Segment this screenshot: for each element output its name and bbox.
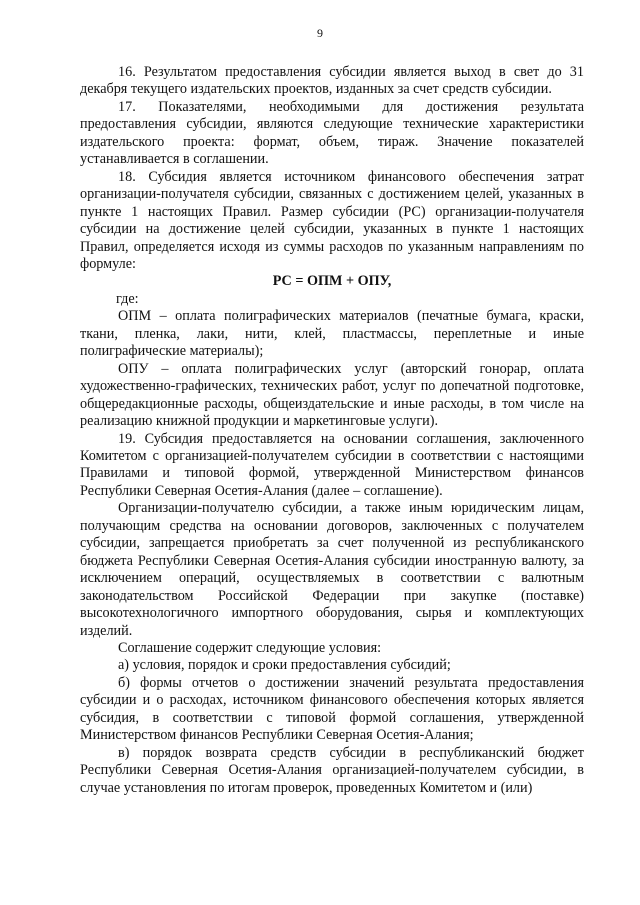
paragraph-currency-restriction: Организации-получателю субсидии, а также иным юридическим лицам, получающим средства на основании договоров, заключенных с получателем субсидии, запрещается приобретать за счет полученной из республиканского бюджета Республики Северная Осетия-Алания субсидии иностранную валюту, за исключением операций, осуществляемых в соответствии с валютным законодательством Российской Федерации при закупке (поставке) высокотехнологичного импортного оборудования, сырья и комплектующих изделий. [80, 500, 584, 639]
condition-a: а) условия, порядок и сроки предоставления субсидий; [118, 657, 451, 674]
paragraph-19-agreement: 19. Субсидия предоставляется на основании соглашения, заключенного Комитетом с организацией-получателем субсидии в соответствии с настоящими Правилами и типовой формой, утвержденной Министерством финансов Республики Северная Осетия-Алания (далее – соглашение). [80, 430, 584, 499]
paragraph-agreement-conditions: Соглашение содержит следующие условия: [118, 639, 382, 656]
document-body [80, 64, 584, 797]
paragraph-17-indicators: 17. Показателями, необходимыми для достижения результата предоставления субсидии, являются следующие технические характеристики издательского проекта: формат, объем, тираж. Значение показателей устанавливается в соглашении. [80, 98, 584, 168]
paragraph-18-subsidy-size: 18. Субсидия является источником финансового обеспечения затрат организации-получателя субсидии, связанных с достижением целей, указанных в пункте 1 настоящих Правил. Размер субсидии (РС) организации-получателя субсидии на достижение целей субсидии, указанных в пункте 1 настоящих Правил, определяется исходя из суммы расходов по указанным направлениям по формуле: [80, 168, 584, 272]
page-number: 9 [317, 26, 323, 40]
definition-opu: ОПУ – оплата полиграфических услуг (авторский гонорар, оплата художественно-графических, технических работ, услуг по допечатной подготовке, общередакционные расходы, общеиздательские и иные расходы, в том числе на реализацию книжной продукции и маркетинговые услуги). [80, 360, 584, 430]
condition-b: б) формы отчетов о достижении значений результата предоставления субсидии и о расходах, источником финансового обеспечения которых является субсидия, в соответствии с типовой формой соглашения, утвержденной Министерством финансов Республики Северная Осетия-Алания; [80, 674, 584, 744]
formula-where: где: [116, 290, 139, 307]
definition-opm: ОПМ – оплата полиграфических материалов (печатные бумага, краски, ткани, пленка, лаки, нити, клей, пластмассы, переплетные и иные полиграфические материалы); [80, 308, 584, 360]
condition-c: в) порядок возврата средств субсидии в республиканский бюджет Республики Северная Осетия-Алания организацией-получателем субсидии, в случае установления по итогам проверок, проведенных Комитетом и (или) [80, 744, 584, 796]
paragraph-16-result: 16. Результатом предоставления субсидии является выход в свет до 31 декабря текущего издательских проектов, изданных за счет средств субсидии. [80, 64, 584, 98]
formula: РС = ОПМ + ОПУ, [272, 273, 392, 290]
